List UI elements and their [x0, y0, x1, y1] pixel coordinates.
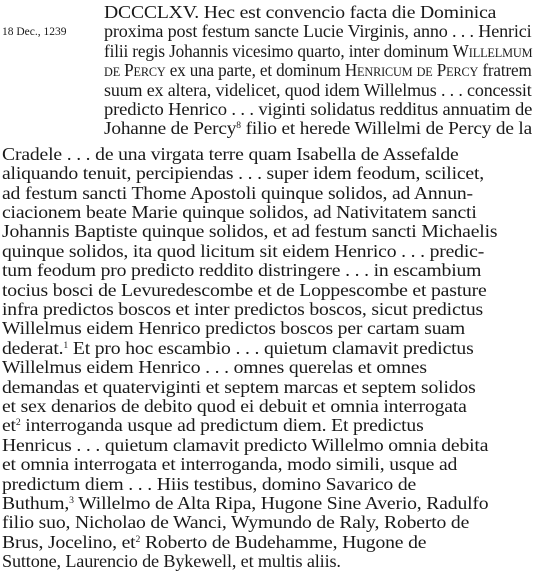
text-segment: filio et herede Willelmi de Percy de la — [240, 118, 532, 139]
text-line — [2, 474, 416, 494]
text-segment: predictum diem . . . Hiis testibus, domino Savarico de — [2, 473, 417, 494]
text-segment: Willelmus eidem Henrico predictos boscos per cartam suam — [2, 318, 466, 339]
text-line — [104, 99, 532, 119]
text-segment: et sex denarios de debito quod ei debuit et omnia interrogata — [2, 396, 467, 416]
text-segment: infra predictos boscos et inter predictos boscos, sicut predictus — [2, 299, 483, 319]
text-line — [2, 532, 426, 552]
text-segment: suum ex altera, videlicet, quod idem Willelmus . . . concessit — [104, 79, 532, 100]
text-line — [2, 299, 483, 319]
text-segment: ex una parte, et dominum — [165, 60, 345, 81]
text-line — [2, 163, 484, 183]
text-line — [2, 318, 465, 338]
text-segment: Henricum de Percy — [344, 60, 479, 81]
text-segment: demandas et quaterviginti et septem marcas et septem solidos — [2, 376, 476, 397]
text-segment: de Percy — [104, 60, 166, 81]
text-line — [2, 241, 484, 261]
text-segment: Willelmum — [452, 40, 533, 61]
text-segment: interroganda usque ad predictum diem. Et predictus — [20, 415, 424, 436]
text-segment: Willelmo de Alta Ripa, Hugone Sine Averio, Radulfo — [73, 493, 489, 513]
text-line — [2, 415, 424, 435]
text-segment: dederat. — [2, 337, 64, 358]
text-line — [2, 435, 488, 455]
text-segment: filio suo, Nicholao de Wanci, Wymundo de Raly, Roberto de — [2, 512, 470, 533]
text-segment: DCCCLXV. Hec est convencio facta die Dominica — [104, 2, 497, 22]
text-segment: Et pro hoc escambio . . . quietum clamavit predictus — [68, 337, 474, 358]
text-segment: et omnia interrogata et interroganda, modo simili, usque ad — [2, 454, 458, 475]
margin-date: 18 Dec., 1239 — [2, 26, 67, 38]
text-segment: Cradele . . . de una virgata terre quam Isabella de Assefalde — [2, 143, 459, 164]
text-line — [104, 60, 532, 80]
text-line — [2, 512, 469, 532]
text-segment: tum feodum pro predicto reddito distringere . . . in escambium — [2, 260, 482, 281]
text-line — [2, 357, 427, 377]
text-segment: filii regis Johannis vicesimo quarto, inter dominum — [104, 40, 453, 61]
text-line — [2, 493, 488, 513]
text-segment: fratrem — [478, 60, 532, 81]
text-line — [2, 377, 476, 397]
footnote-marker: 2 — [135, 533, 141, 544]
text-segment: quinque solidos, ita quod licitum sit eidem Henrico . . . predic- — [2, 240, 485, 261]
text-line — [2, 221, 497, 241]
text-line — [104, 80, 532, 100]
text-line — [2, 338, 474, 358]
text-segment: ad festum sancti Thome Apostoli quinque solidos, ad Annun- — [2, 182, 473, 203]
text-segment: Johanne de Percy — [104, 118, 237, 139]
text-line — [104, 21, 532, 41]
text-segment: Henricus . . . quietum clamavit predicto Willelmo omnia debita — [2, 434, 489, 455]
text-segment: ciacionem beate Marie quinque solidos, ad Nativitatem sancti — [2, 202, 477, 222]
text-line — [104, 118, 532, 138]
text-line — [2, 202, 477, 222]
text-line — [104, 2, 496, 22]
text-line — [2, 551, 341, 571]
text-segment: tocius bosci de Levuredescombe et de Loppescombe et pasture — [2, 279, 487, 300]
text-segment: predicto Henrico . . . viginti solidatus redditus annuatim de — [104, 99, 533, 119]
text-segment: proxima post festum sancte Lucie Virginis, anno . . . Henrici — [104, 21, 532, 42]
text-line — [2, 144, 459, 164]
text-line — [2, 280, 487, 300]
footnote-marker: 2 — [15, 417, 21, 428]
footnote-marker: 8 — [236, 120, 241, 131]
text-line — [2, 260, 481, 280]
text-line — [2, 454, 457, 474]
text-segment: et — [2, 415, 16, 436]
text-segment: Brus, Jocelino, et — [2, 531, 136, 552]
text-line — [104, 41, 532, 61]
text-segment: Willelmus eidem Henrico . . . omnes querelas et omnes — [2, 357, 427, 378]
text-segment: Roberto de Budehamme, Hugone de — [140, 531, 427, 552]
text-line — [2, 396, 467, 416]
text-line — [2, 183, 473, 203]
text-segment: Suttone, Laurencio de Bykewell, et multis aliis. — [2, 551, 341, 571]
footnote-marker: 1 — [63, 339, 69, 350]
text-segment: aliquando tenuit, percipiendas . . . super idem feodum, scilicet, — [2, 163, 485, 184]
footnote-marker: 3 — [69, 495, 74, 505]
text-segment: Johannis Baptiste quinque solidos, et ad festum sancti Michaelis — [2, 221, 498, 242]
text-segment: Buthum, — [2, 493, 70, 513]
